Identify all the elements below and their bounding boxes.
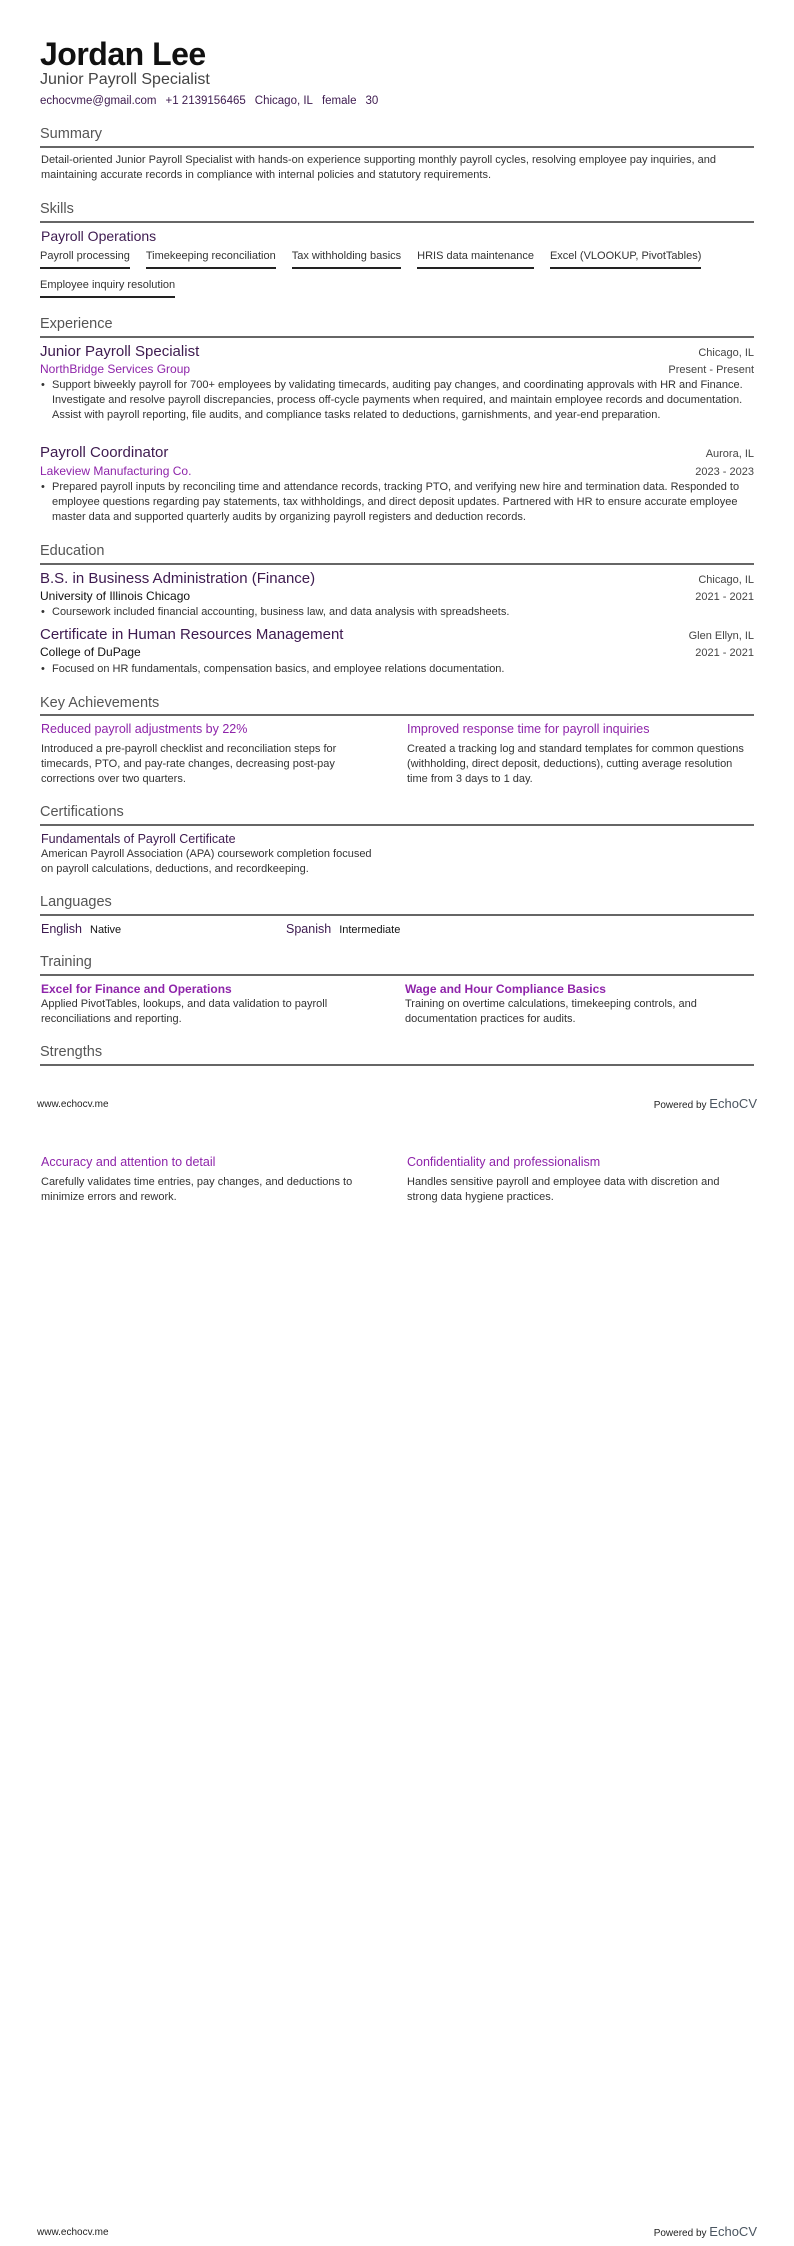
language-item bbox=[41, 922, 121, 936]
language-name: Spanish bbox=[286, 922, 332, 936]
contact-gender: female bbox=[321, 95, 357, 107]
strength-title: Accuracy and attention to detail bbox=[41, 1155, 216, 1169]
job-header bbox=[40, 343, 754, 360]
education-bullets bbox=[40, 662, 754, 677]
skill-list bbox=[40, 250, 754, 298]
language-level: Native bbox=[90, 924, 122, 936]
contact-location: Chicago, IL bbox=[254, 95, 313, 107]
certification-title: Fundamentals of Payroll Certificate bbox=[41, 832, 236, 846]
job-subheader bbox=[40, 464, 754, 478]
divider bbox=[40, 914, 754, 916]
education-bullet: • Coursework included financial accounting, business law, and data analysis with spreadsheets. bbox=[40, 605, 754, 620]
training-title: Wage and Hour Compliance Basics bbox=[405, 982, 606, 996]
contact-phone: +1 2139156465 bbox=[165, 95, 246, 107]
training-item bbox=[41, 982, 386, 1027]
job-location: Aurora, IL bbox=[705, 448, 754, 460]
job-dates: Present - Present bbox=[668, 364, 754, 376]
job-dates: 2023 - 2023 bbox=[695, 466, 754, 478]
skill-item: Excel (VLOOKUP, PivotTables) bbox=[550, 250, 701, 269]
job-title: Payroll Coordinator bbox=[40, 444, 169, 461]
divider bbox=[40, 146, 754, 148]
footer-site-link[interactable]: www.echocv.me bbox=[37, 2227, 109, 2238]
job-bullet: • Prepared payroll inputs by reconciling time and attendance records, tracking PTO, and verifying new hire and termination data. Responded to employee questions regarding pay statements, tax withholdings, and direct deposit updates. Partnered with HR to ensure accurate employee master data and supported quarterly audits by organizing payroll registers and deduction records. bbox=[40, 480, 754, 525]
school: University of Illinois Chicago bbox=[40, 589, 191, 603]
degree: Certificate in Human Resources Management bbox=[40, 626, 344, 643]
contact-age: 30 bbox=[365, 95, 379, 107]
job-header bbox=[40, 444, 754, 461]
education-dates: 2021 - 2021 bbox=[695, 647, 754, 659]
skill-item: Payroll processing bbox=[40, 250, 130, 269]
strength-text: Handles sensitive payroll and employee data with discretion and strong data hygiene practices. bbox=[407, 1176, 720, 1203]
powered-by-label: Powered by bbox=[653, 1100, 707, 1111]
certification-item bbox=[41, 832, 386, 877]
education-header bbox=[40, 570, 754, 587]
candidate-name: Jordan Lee bbox=[40, 36, 206, 72]
achievement-title: Reduced payroll adjustments by 22% bbox=[41, 722, 248, 736]
footer-powered-by bbox=[654, 1096, 757, 1111]
certifications-heading: Certifications bbox=[40, 804, 124, 820]
divider bbox=[40, 336, 754, 338]
job-title: Junior Payroll Specialist bbox=[40, 343, 200, 360]
achievement-item bbox=[407, 722, 752, 787]
footer-powered-by bbox=[654, 2224, 757, 2239]
job-company: NorthBridge Services Group bbox=[40, 362, 191, 376]
achievement-text: Introduced a pre-payroll checklist and reconciliation steps for timecards, PTO, and pay-rate changes, decreasing post-pay corrections over two quarters. bbox=[41, 743, 337, 785]
experience-heading: Experience bbox=[40, 316, 113, 332]
candidate-title: Junior Payroll Specialist bbox=[40, 71, 210, 88]
achievement-title: Improved response time for payroll inquiries bbox=[407, 722, 650, 736]
job-bullets bbox=[40, 480, 754, 525]
powered-by-label: Powered by bbox=[653, 2228, 707, 2239]
contact-info bbox=[40, 95, 378, 107]
education-heading: Education bbox=[40, 543, 105, 559]
skill-item: Timekeeping reconciliation bbox=[146, 250, 276, 269]
education-location: Chicago, IL bbox=[698, 574, 754, 586]
certification-text: American Payroll Association (APA) coursework completion focused on payroll calculations, deductions, and recordkeeping. bbox=[41, 848, 372, 875]
training-title: Excel for Finance and Operations bbox=[41, 982, 232, 996]
job-bullets bbox=[40, 378, 754, 423]
contact-email[interactable]: echocvme@gmail.com bbox=[40, 95, 157, 107]
job-subheader bbox=[40, 362, 754, 376]
language-item bbox=[286, 922, 400, 936]
job-company: Lakeview Manufacturing Co. bbox=[40, 464, 192, 478]
degree: B.S. in Business Administration (Finance) bbox=[40, 570, 316, 587]
education-subheader bbox=[40, 589, 754, 603]
training-text: Training on overtime calculations, timekeeping controls, and documentation practices for audits. bbox=[405, 998, 697, 1025]
education-bullets bbox=[40, 605, 754, 620]
achievement-item bbox=[41, 722, 386, 787]
divider bbox=[40, 824, 754, 826]
divider bbox=[40, 974, 754, 976]
education-location: Glen Ellyn, IL bbox=[688, 630, 754, 642]
summary-text: Detail-oriented Junior Payroll Specialist with hands-on experience supporting monthly payroll cycles, resolving employee pay inquiries, and maintaining accurate records in compliance with internal policies and statutory requirements. bbox=[41, 154, 717, 181]
education-header bbox=[40, 626, 754, 643]
summary-heading: Summary bbox=[40, 126, 103, 142]
school: College of DuPage bbox=[40, 645, 141, 659]
strength-text: Carefully validates time entries, pay changes, and deductions to minimize errors and rework. bbox=[41, 1176, 353, 1203]
skill-item: Tax withholding basics bbox=[292, 250, 401, 269]
job-location: Chicago, IL bbox=[698, 347, 754, 359]
training-item bbox=[405, 982, 750, 1027]
achievements-heading: Key Achievements bbox=[40, 695, 160, 711]
skill-item: Employee inquiry resolution bbox=[40, 279, 175, 298]
training-text: Applied PivotTables, lookups, and data validation to payroll reconciliations and reporting. bbox=[41, 998, 328, 1025]
education-dates: 2021 - 2021 bbox=[695, 591, 754, 603]
skill-item: HRIS data maintenance bbox=[417, 250, 534, 269]
strength-item bbox=[407, 1155, 752, 1205]
strengths-heading: Strengths bbox=[40, 1044, 103, 1060]
brand-logo[interactable]: EchoCV bbox=[709, 1096, 757, 1111]
job-bullet: • Support biweekly payroll for 700+ employees by validating timecards, auditing pay changes, and coordinating approvals with HR and Finance. Investigate and resolve payroll discrepancies, process off-cycle payments when required, and maintain employee records and documentation. Assist with payroll reporting, file audits, and compliance tasks related to deductions, garnishments, and year-end preparation. bbox=[40, 378, 754, 423]
education-bullet: • Focused on HR fundamentals, compensation basics, and employee relations documentation. bbox=[40, 662, 754, 677]
skills-heading: Skills bbox=[40, 201, 74, 217]
skill-group-title: Payroll Operations bbox=[41, 228, 157, 244]
strength-item bbox=[41, 1155, 386, 1205]
divider bbox=[40, 714, 754, 716]
footer-site-link[interactable]: www.echocv.me bbox=[37, 1099, 109, 1110]
brand-logo[interactable]: EchoCV bbox=[709, 2224, 757, 2239]
achievement-text: Created a tracking log and standard templates for common questions (withholding, direct deposit, deductions), cutting average resolution time from 3 days to 1 day. bbox=[407, 743, 744, 785]
strength-title: Confidentiality and professionalism bbox=[407, 1155, 601, 1169]
languages-heading: Languages bbox=[40, 894, 112, 910]
language-level: Intermediate bbox=[339, 924, 401, 936]
education-subheader bbox=[40, 645, 754, 659]
training-heading: Training bbox=[40, 954, 92, 970]
language-name: English bbox=[41, 922, 82, 936]
divider bbox=[40, 563, 754, 565]
divider bbox=[40, 221, 754, 223]
divider bbox=[40, 1064, 754, 1066]
